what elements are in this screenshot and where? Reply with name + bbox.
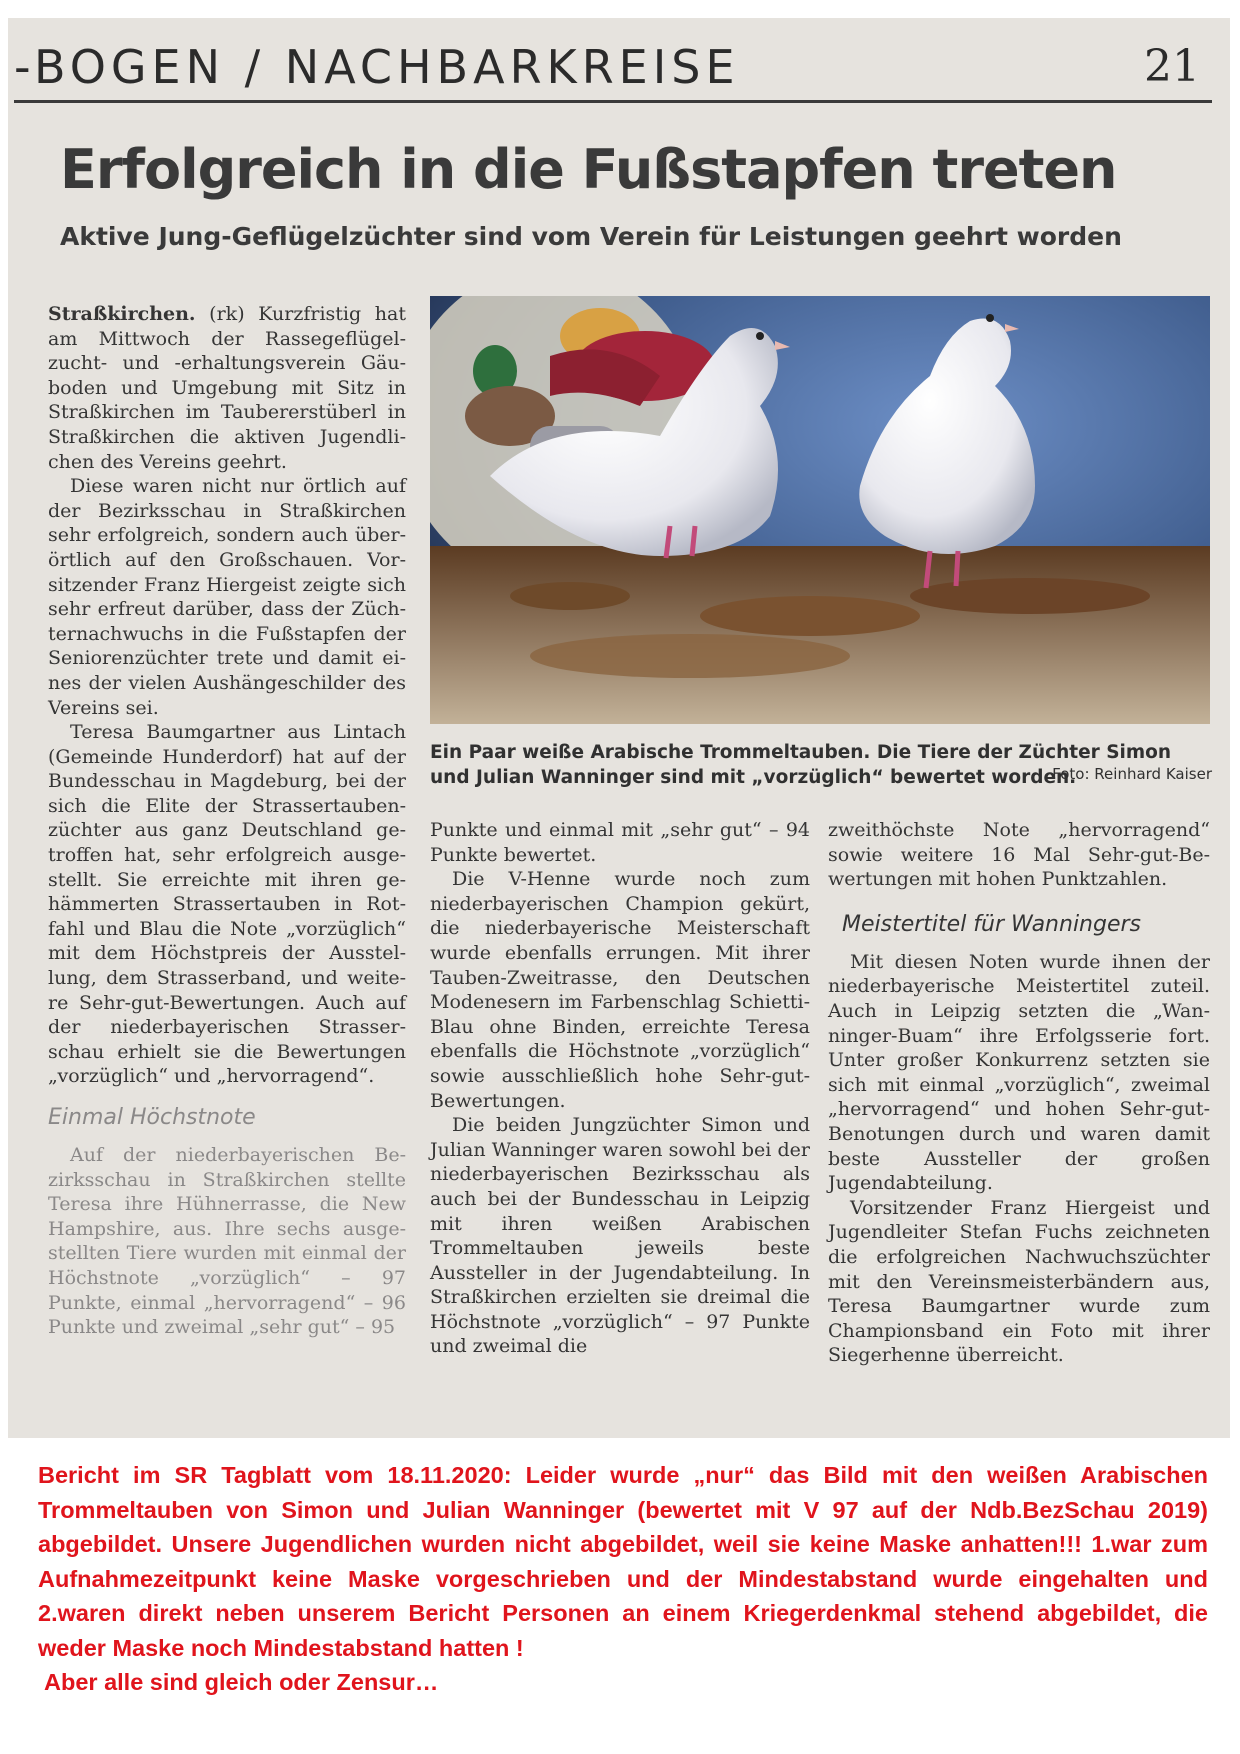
white-pigeons-image — [430, 296, 1210, 724]
article-paragraph: Diese waren nicht nur örtlich auf der Bezirksschau in Straßkirchen sehr erfolgreich, sondern auch überörtlich auf den Großschauen. Vorsitzender Franz Hiergeist zeigte sich sehr erfreut darüber, dass der Züchternachwuchs in die Fußstapfen der Seniorenzüchter trete und damit eines der vielen Aushängeschilder des Vereins sei. — [48, 475, 406, 719]
subheadline: Aktive Jung-Geflügelzüchter sind vom Verein für Leistungen geehrt worden — [60, 222, 1122, 251]
article-paragraph: Teresa Baumgartner aus Lintach (Gemeinde Hunderdorf) hat auf der Bundesschau in Magdeburg, bei der sich die Elite der Strassertaubenzüchter aus ganz Deutschland getroffen hat, sehr erfolgreich ausgestellt. Sie erreichte mit ihren gehämmerten Strassertauben in Rotfahl und Blau die Note „vorzüglich“ mit dem Höchstpreis der Ausstellung, dem Strasserband, und weitere Sehr-gut-Bewertungen. Auch auf der niederbayerischen Strasserschau erhielt sie die Bewertungen „vorzüglich“ und „hervorragend“. — [48, 721, 406, 1088]
article-paragraph: Die V-Henne wurde noch zum niederbayerischen Champion gekürt, die niederbayerische Meisterschaft wurde ebenfalls errungen. Mit ihrer Tauben-Zweitrasse, den Deutschen Modenesern im Farbenschlag Schietti-Blau ohne Binden, erreichte Teresa ebenfalls die Höchstnote „vorzüglich“ sowie ausschließlich hohe Sehr-gut-Bewertungen. — [430, 868, 810, 1112]
page-header — [14, 34, 1212, 103]
article-paragraph: Die beiden Jungzüchter Simon und Julian Wanninger waren sowohl bei der niederbayerischen Bezirksschau als auch bei der Bundesschau in Leipzig mit ihren weißen Arabischen Trommeltauben jeweils beste Aussteller in der Jugendabteilung. In Straßkirchen erzielten sie dreimal die Höchstnote „vorzüglich“ – 97 Punkte und zweimal die — [430, 1114, 810, 1358]
article-column-2 — [430, 818, 810, 1359]
article-column-3 — [828, 818, 1210, 1368]
subheading: Meistertitel für Wanningers — [842, 911, 1142, 937]
article-paragraph-faded: Auf der niederbayerischen Bezirksschau in Straßkirchen stellte Teresa ihre Hühnerrasse, die New Hampshire, aus. Ihre sechs ausgestellten Tiere wurden mit einmal der Höchstnote „vorzüglich“ – 97 Punkte, einmal „hervorragend“ – 96 Punkte und zweimal „sehr gut“ – 95 — [48, 1144, 406, 1339]
pigeon-photo — [430, 296, 1210, 724]
comment-text: Bericht im SR Tagblatt vom 18.11.2020: Leider wurde „nur“ das Bild mit den weißen Arabischen Trommeltauben von Simon und Julian Wanninger (bewertet mit V 97 auf der Ndb.BezSchau 2019) abgebildet. Unsere Jugendlichen wurden nicht abgebildet, weil sie keine Maske anhatten!!! 1.war zum Aufnahmezeitpunkt keine Maske vorgeschrieben und der Mindestabstand wurde eingehalten und 2.waren direkt neben unserem Bericht Personen an einem Kriegerdenkmal stehend abgebildet, die weder Maske noch Mindestabstand hatten ! — [38, 1462, 1208, 1661]
paragraph-text: (rk) Kurzfristig hat am Mittwoch der Rassegeflügelzucht- und -erhaltungsverein Gäuboden und Umgebung mit Sitz in Straßkirchen im Taubererstüberl in Straßkirchen die aktiven Jugendlichen des Vereins geehrt. — [48, 303, 406, 473]
section-title: -BOGEN / NACHBARKREISE — [14, 40, 740, 94]
red-comment-note — [38, 1458, 1208, 1700]
article-paragraph: Mit diesen Noten wurde ihnen der niederbayerische Meistertitel zuteil. Auch in Leipzig setzten die „Wanninger-Buam“ ihre Erfolgsserie fort. Unter großer Konkurrenz setzten sie sich mit einmal „vorzüglich“, zweimal „hervorragend“ und hohen Sehr-gut-Benotungen durch und waren damit beste Aussteller der großen Jugendabteilung. — [828, 950, 1210, 1195]
article-paragraph: zweithöchste Note „hervorragend“ sowie weitere 16 Mal Sehr-gut-Bewertungen mit hohen Punktzahlen. — [828, 819, 1210, 891]
comment-closing: Aber alle sind gleich oder Zensur… — [44, 1669, 439, 1695]
headline: Erfolgreich in die Fußstapfen treten — [60, 138, 1117, 201]
photo-caption: Ein Paar weiße Arabische Trommeltauben. Die Tiere der Züchter Simon und Julian Wanninger sind mit „vorzüglich“ bewertet worden. — [430, 742, 1172, 788]
photo-credit: Foto: Reinhard Kaiser — [1052, 765, 1212, 783]
article-paragraph: Vorsitzender Franz Hiergeist und Jugendleiter Stefan Fuchs zeichneten die erfolgreichen Nachwuchszüchter mit den Vereinsmeisterbändern aus, Teresa Baumgartner wurde zum Championsband ein Foto mit ihrer Siegerhenne überreicht. — [828, 1196, 1210, 1367]
page-number: 21 — [1144, 41, 1200, 92]
subheading: Einmal Höchstnote — [48, 1105, 256, 1130]
article-paragraph — [48, 302, 406, 474]
dateline: Straßkirchen. — [48, 303, 196, 325]
article-paragraph: Punkte und einmal mit „sehr gut“ – 94 Punkte bewertet. — [430, 819, 810, 866]
article-column-1 — [48, 302, 406, 1340]
